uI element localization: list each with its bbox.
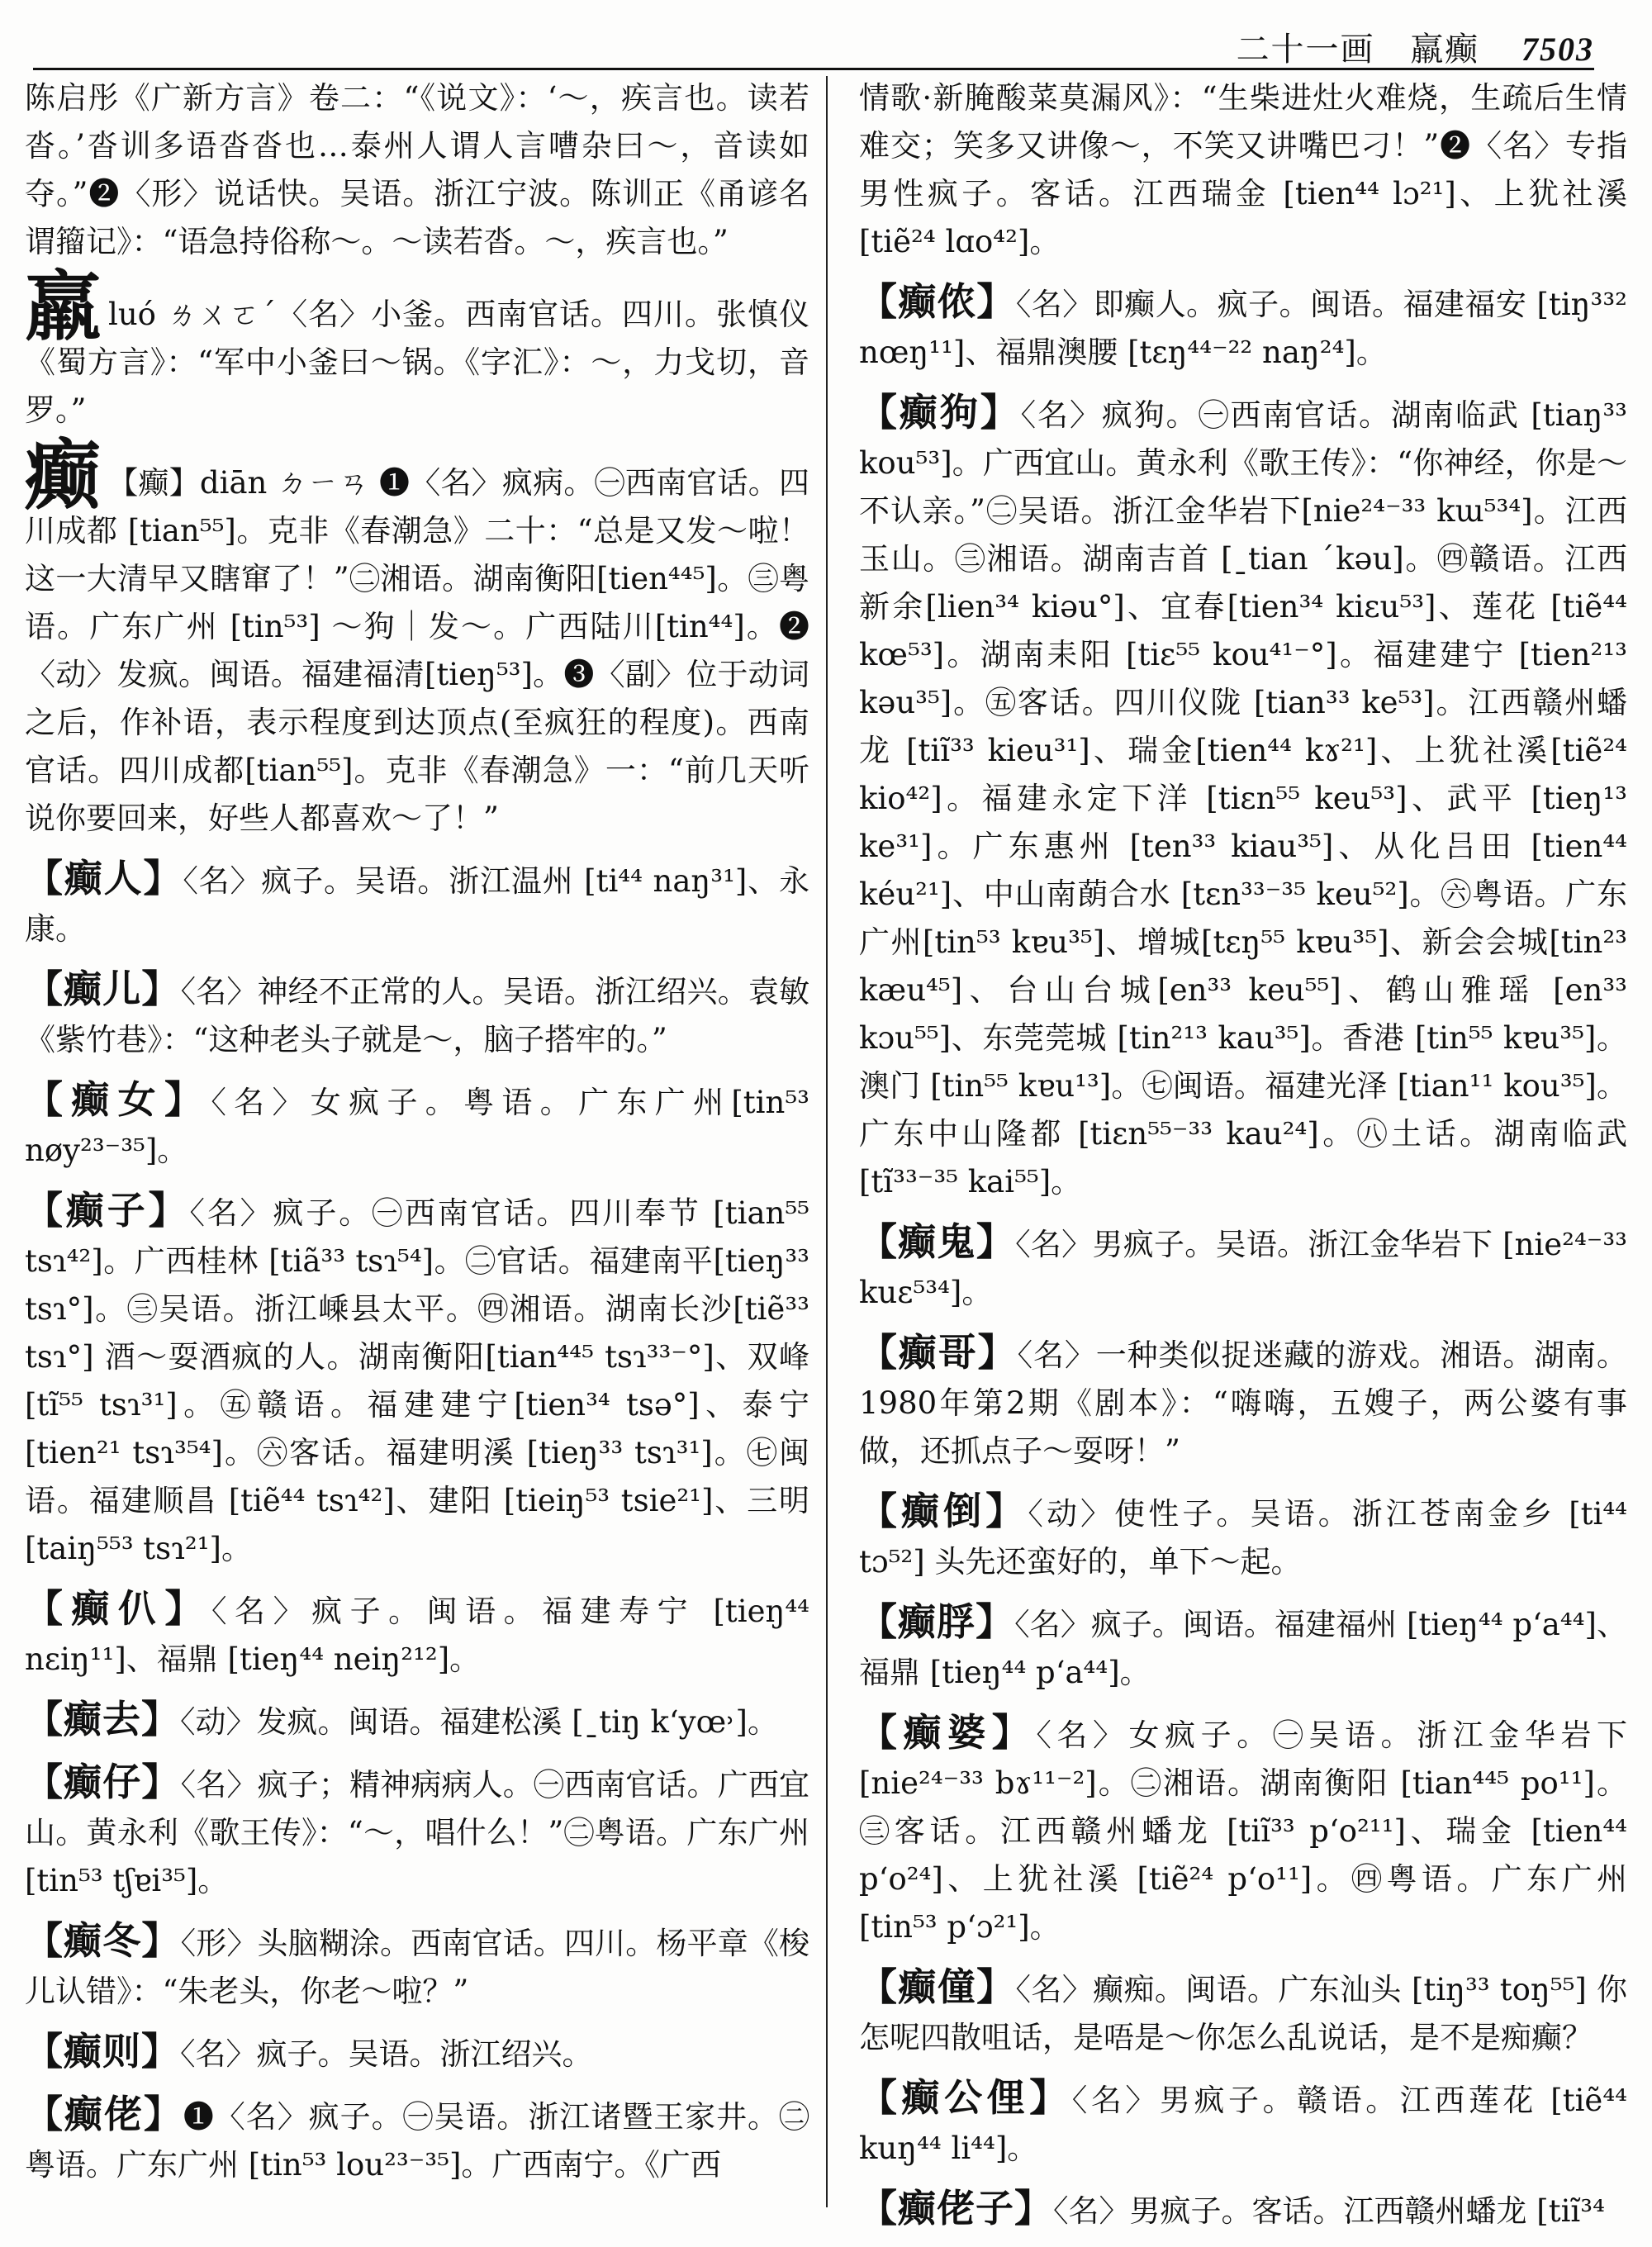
entry-definition: 〈动〉使性子。吴语。浙江苍南金乡 [ti⁴⁴ tɔ⁵²] 头先还蛮好的，单下～起。 [859, 1496, 1628, 1580]
entry-definition: 〈名〉即癫人。疯子。闽语。福建福安 [tiŋ³³² nœŋ¹¹]、福鼎澳腰 [tɛŋ⁴⁴⁻²² naŋ²⁴]。 [859, 287, 1627, 370]
continued-text [25, 74, 809, 266]
entry-definition: 〈名〉疯子。闽语。福建寿宁 [tieŋ⁴⁴ nɛiŋ¹¹]、福鼎 [tieŋ⁴⁴ neiŋ²¹²]。 [25, 1594, 809, 1677]
entry-definition: 〈形〉头脑糊涂。西南官话。四川。杨平章《梭儿认错》：“朱老头，你老～啦？” [25, 1926, 810, 2009]
dictionary-entry [859, 1487, 1627, 1586]
entry-definition: 〈名〉疯子。闽语。福建福州 [tieŋ⁴⁴ p‘a⁴⁴]、福鼎 [tieŋ⁴⁴ p‘a⁴⁴]。 [859, 1607, 1628, 1690]
entry-definition: 〈名〉神经不正常的人。吴语。浙江绍兴。袁敏《紫竹巷》：“这种老头子就是～，脑子搭牢的。” [25, 974, 810, 1057]
entry-definition: 〈名〉疯子。吴语。浙江绍兴。 [180, 2036, 593, 2072]
page-header [33, 18, 1594, 70]
entry-headword: 【癫则】 [25, 2029, 180, 2074]
dictionary-entry [859, 1963, 1627, 2062]
entry-definition: 〈动〉发疯。闽语。福建松溪 [ˍtiŋ k‘yœ˒]。 [180, 1704, 778, 1740]
entry-headword: 【癫佬子】 [859, 2186, 1053, 2230]
column-divider [826, 76, 828, 2207]
dictionary-entry [25, 2090, 809, 2189]
entry-definition: 情歌·新腌酸菜莫漏风》：“生柴进灶火难烧，生疏后生情难交；笑多又讲像～，不笑又讲嘴巴刁！”❷〈名〉专指男性疯子。客话。江西瑞金 [tien⁴⁴ lɔ²¹]、上犹社溪 [tiẽ²⁴ lɑo⁴²]。 [859, 80, 1627, 259]
entry-headword: 【癫女】 [25, 1077, 211, 1122]
entry-headword: 【癫人】 [25, 856, 183, 900]
entry-headword: 【癫仔】 [25, 1760, 181, 1804]
dictionary-entry [859, 388, 1627, 1206]
dictionary-entry [25, 1076, 809, 1175]
continued-text [859, 74, 1627, 266]
entry-definition: luó ㄌㄨㄛˊ〈名〉小釜。西南官话。四川。张慎仪《蜀方言》：“军中小釜曰～锅。《字汇》：～，力戈切，音罗。” [25, 297, 809, 428]
page-number: 7503 [1521, 31, 1594, 68]
dictionary-entry [859, 2184, 1627, 2235]
entry-definition: 〈名〉女疯子。㊀吴语。浙江金华岩下[nie²⁴⁻³³ bɤ¹¹⁻²]。㊁湘语。湖南衡阳 [tian⁴⁴⁵ po¹¹]。㊂客话。江西赣州蟠龙 [tiĩ³³ p‘o²¹¹]、瑞金 [tien⁴⁴ p‘o²⁴]、上犹社溪 [tiẽ²⁴ p‘o¹¹]。㊃粤语。广东广州 [tin⁵³ p‘ɔ²¹]。 [859, 1717, 1628, 1945]
dictionary-entry [859, 1328, 1627, 1475]
entry-headword: 【癫佬】 [25, 2092, 183, 2136]
dictionary-entry [25, 430, 809, 843]
entry-definition: 〈名〉疯子；精神病病人。㊀西南官话。广西宜山。黄永利《歌王传》：“～，唱什么！”㊁粤语。广东广州 [tin⁵³ tʃɐi³⁵]。 [25, 1767, 810, 1898]
entry-headword: 【癫僮】 [859, 1964, 1016, 2009]
entry-headword: 【癫冬】 [25, 1918, 181, 1963]
entry-headword: 【癫狗】 [859, 390, 1021, 435]
entry-headword: 【癫侬】 [859, 279, 1016, 324]
dictionary-entry [859, 278, 1627, 377]
entry-headword: 【癫儿】 [25, 967, 181, 1011]
entry-headword: 【癫仈】 [25, 1586, 212, 1631]
entry-definition: 〈名〉女疯子。粤语。广东广州[tin⁵³ nøy²³⁻³⁵]。 [25, 1085, 810, 1168]
dictionary-entry [25, 854, 809, 953]
right-column [859, 74, 1627, 2247]
entry-definition: 〈名〉疯子。吴语。浙江温州 [ti⁴⁴ naŋ³¹]、永康。 [25, 863, 809, 947]
entry-headword: 【癫哥】 [859, 1330, 1018, 1375]
entry-headword: 【癫子】 [25, 1188, 190, 1233]
dictionary-entry [25, 965, 809, 1064]
header-right [1237, 23, 1594, 70]
dictionary-entry [25, 1584, 809, 1684]
entry-headword: 【癫脬】 [859, 1599, 1015, 1644]
entry-definition: 【癫】diān ㄉㄧㄢ ❶〈名〉疯病。㊀西南官话。四川成都 [tian⁵⁵]。克非《春潮急》二十：“总是又发～啦！这一大清早又瞎窜了！”㊁湘语。湖南衡阳[tien⁴⁴⁵]。㊂粤语。广东广州 [tin⁵³] ～狗｜发～。广西陆川[tin⁴⁴]。❷〈动〉发疯。闽语。福建福清[tieŋ⁵³]。❸〈副〉位于动词之后，作补语，表示程度到达顶点(至疯狂的程度)。西南官话。四川成都[tian⁵⁵]。克非《春潮急》一：“前几天听说你要回来，好些人都喜欢～了！” [25, 465, 809, 836]
dictionary-entry [859, 1218, 1627, 1317]
left-column [25, 74, 809, 2201]
entry-headword: 【癫倒】 [859, 1489, 1028, 1533]
dictionary-entry [859, 1708, 1627, 1951]
header-chars: 羸癫 [1410, 31, 1480, 69]
dictionary-entry [25, 2027, 809, 2078]
entry-headword: 【癫婆】 [859, 1710, 1037, 1755]
dictionary-entry [25, 1695, 809, 1746]
entry-definition: 〈名〉疯狗。㊀西南官话。湖南临武 [tiaŋ³³ kou⁵³]。广西宜山。黄永利《歌王传》：“你神经，你是～不认亲。”㊁吴语。浙江金华岩下[nie²⁴⁻³³ kɯ⁵³⁴]。江西玉山。㊂湘语。湖南吉首 [ˍtian ˊkəu]。㊃赣语。江西新余[lien³⁴ kiəu°]、宜春[tien³⁴ kiɛu⁵³]、莲花 [tiẽ⁴⁴ kœ⁵³]。湖南耒阳 [tiɛ⁵⁵ kou⁴¹⁻°]。福建建宁 [tien²¹³ kəu³⁵]。㊄客话。四川仪陇 [tian³³ ke⁵³]。江西赣州蟠龙 [tiĩ³³ kieu³¹]、瑞金[tien⁴⁴ kɤ²¹]、上犹社溪[tiẽ²⁴ kio⁴²]。福建永定下洋 [tiɛn⁵⁵ keu⁵³]、武平 [tieŋ¹³ ke³¹]。广东惠州 [ten³³ kiau³⁵]、从化吕田 [tien⁴⁴ kéu²¹]、中山南蓢合水 [tɛn³³⁻³⁵ keu⁵²]。㊅粤语。广东广州[tin⁵³ kɐu³⁵]、增城[tɛŋ⁵⁵ kɐu³⁵]、新会会城[tin²³ kæu⁴⁵]、台山台城[en³³ keu⁵⁵]、鹤山雅瑶 [en³³ kɔu⁵⁵]、东莞莞城 [tin²¹³ kau³⁵]。香港 [tin⁵⁵ kɐu³⁵]。澳门 [tin⁵⁵ kɐu¹³]。㊆闽语。福建光泽 [tian¹¹ kou³⁵]。广东中山隆都 [tiɛn⁵⁵⁻³³ kau²⁴]。㊇土话。湖南临武[tĩ³³⁻³⁵ kai⁵⁵]。 [859, 397, 1628, 1200]
entry-headword: 【癫鬼】 [859, 1219, 1016, 1264]
dictionary-entry [25, 1186, 809, 1573]
entry-definition: 陈启彤《广新方言》卷二：“《说文》：‘～，疾言也。读若沓。’沓训多语沓沓也…泰州人谓人言嘈杂曰～，音读如夺。”❷〈形〉说话快。吴语。浙江宁波。陈训正《甬谚名谓籀记》：“语急持俗称～。～读若沓。～，疾言也。” [25, 80, 809, 259]
dictionary-entry [859, 2074, 1627, 2173]
dictionary-entry [25, 1758, 809, 1905]
dictionary-entry [859, 1598, 1627, 1697]
entry-definition: 〈名〉癫痴。闽语。广东汕头 [tiŋ³³ toŋ⁵⁵] 你怎呢四散咀话，是唔是～你怎么乱说话，是不是痴癫？ [859, 1972, 1627, 2055]
entry-headword: 【癫公俚】 [859, 2075, 1072, 2120]
dictionary-entry [25, 1917, 809, 2016]
entry-definition: 〈名〉一种类似捉迷藏的游戏。湘语。湖南。1980年第2期《剧本》：“嗨嗨，五嫂子，两公婆有事做，还抓点子～耍呀！” [859, 1337, 1628, 1469]
entry-definition: 〈名〉男疯子。吴语。浙江金华岩下 [nie²⁴⁻³³ kuɛ⁵³⁴]。 [859, 1227, 1627, 1310]
entry-headword: 癫 [25, 430, 102, 520]
entry-definition: 〈名〉男疯子。客话。江西赣州蟠龙 [tiĩ³⁴ [1053, 2193, 1605, 2229]
entry-headword: 【癫去】 [25, 1697, 180, 1741]
section-label: 二十一画 [1236, 31, 1375, 69]
dictionary-entry [25, 262, 809, 435]
entry-definition: 〈名〉疯子。㊀西南官话。四川奉节 [tian⁵⁵ tsɿ⁴²]。广西桂林 [tiã³³ tsɿ⁵⁴]。㊁官话。福建南平[tieŋ³³ tsɿ°]。㊂吴语。浙江嵊县太平。㊃湘语。湖南长沙[tiẽ³³ tsɿ°] 酒～耍酒疯的人。湖南衡阳[tian⁴⁴⁵ tsɿ³³⁻°]、双峰 [tĩ⁵⁵ tsɿ³¹]。㊄赣语。福建建宁[tien³⁴ tsə°]、泰宁 [tien²¹ tsɿ³⁵⁴]。㊅客话。福建明溪 [tieŋ³³ tsɿ³¹]。㊆闽语。福建顺昌 [tiẽ⁴⁴ tsɿ⁴²]、建阳 [tieiŋ⁵³ tsie²¹]、三明 [taiŋ⁵⁵³ tsɿ²¹]。 [25, 1195, 809, 1566]
entry-definition: ❶〈名〉疯子。㊀吴语。浙江诸暨王家井。㊁粤语。广东广州 [tin⁵³ lou²³⁻³⁵]。广西南宁。《广西 [25, 2099, 810, 2183]
entry-headword: 羸 [25, 262, 102, 351]
entry-definition: 〈名〉男疯子。赣语。江西莲花 [tiẽ⁴⁴ kuŋ⁴⁴ li⁴⁴]。 [859, 2083, 1627, 2166]
